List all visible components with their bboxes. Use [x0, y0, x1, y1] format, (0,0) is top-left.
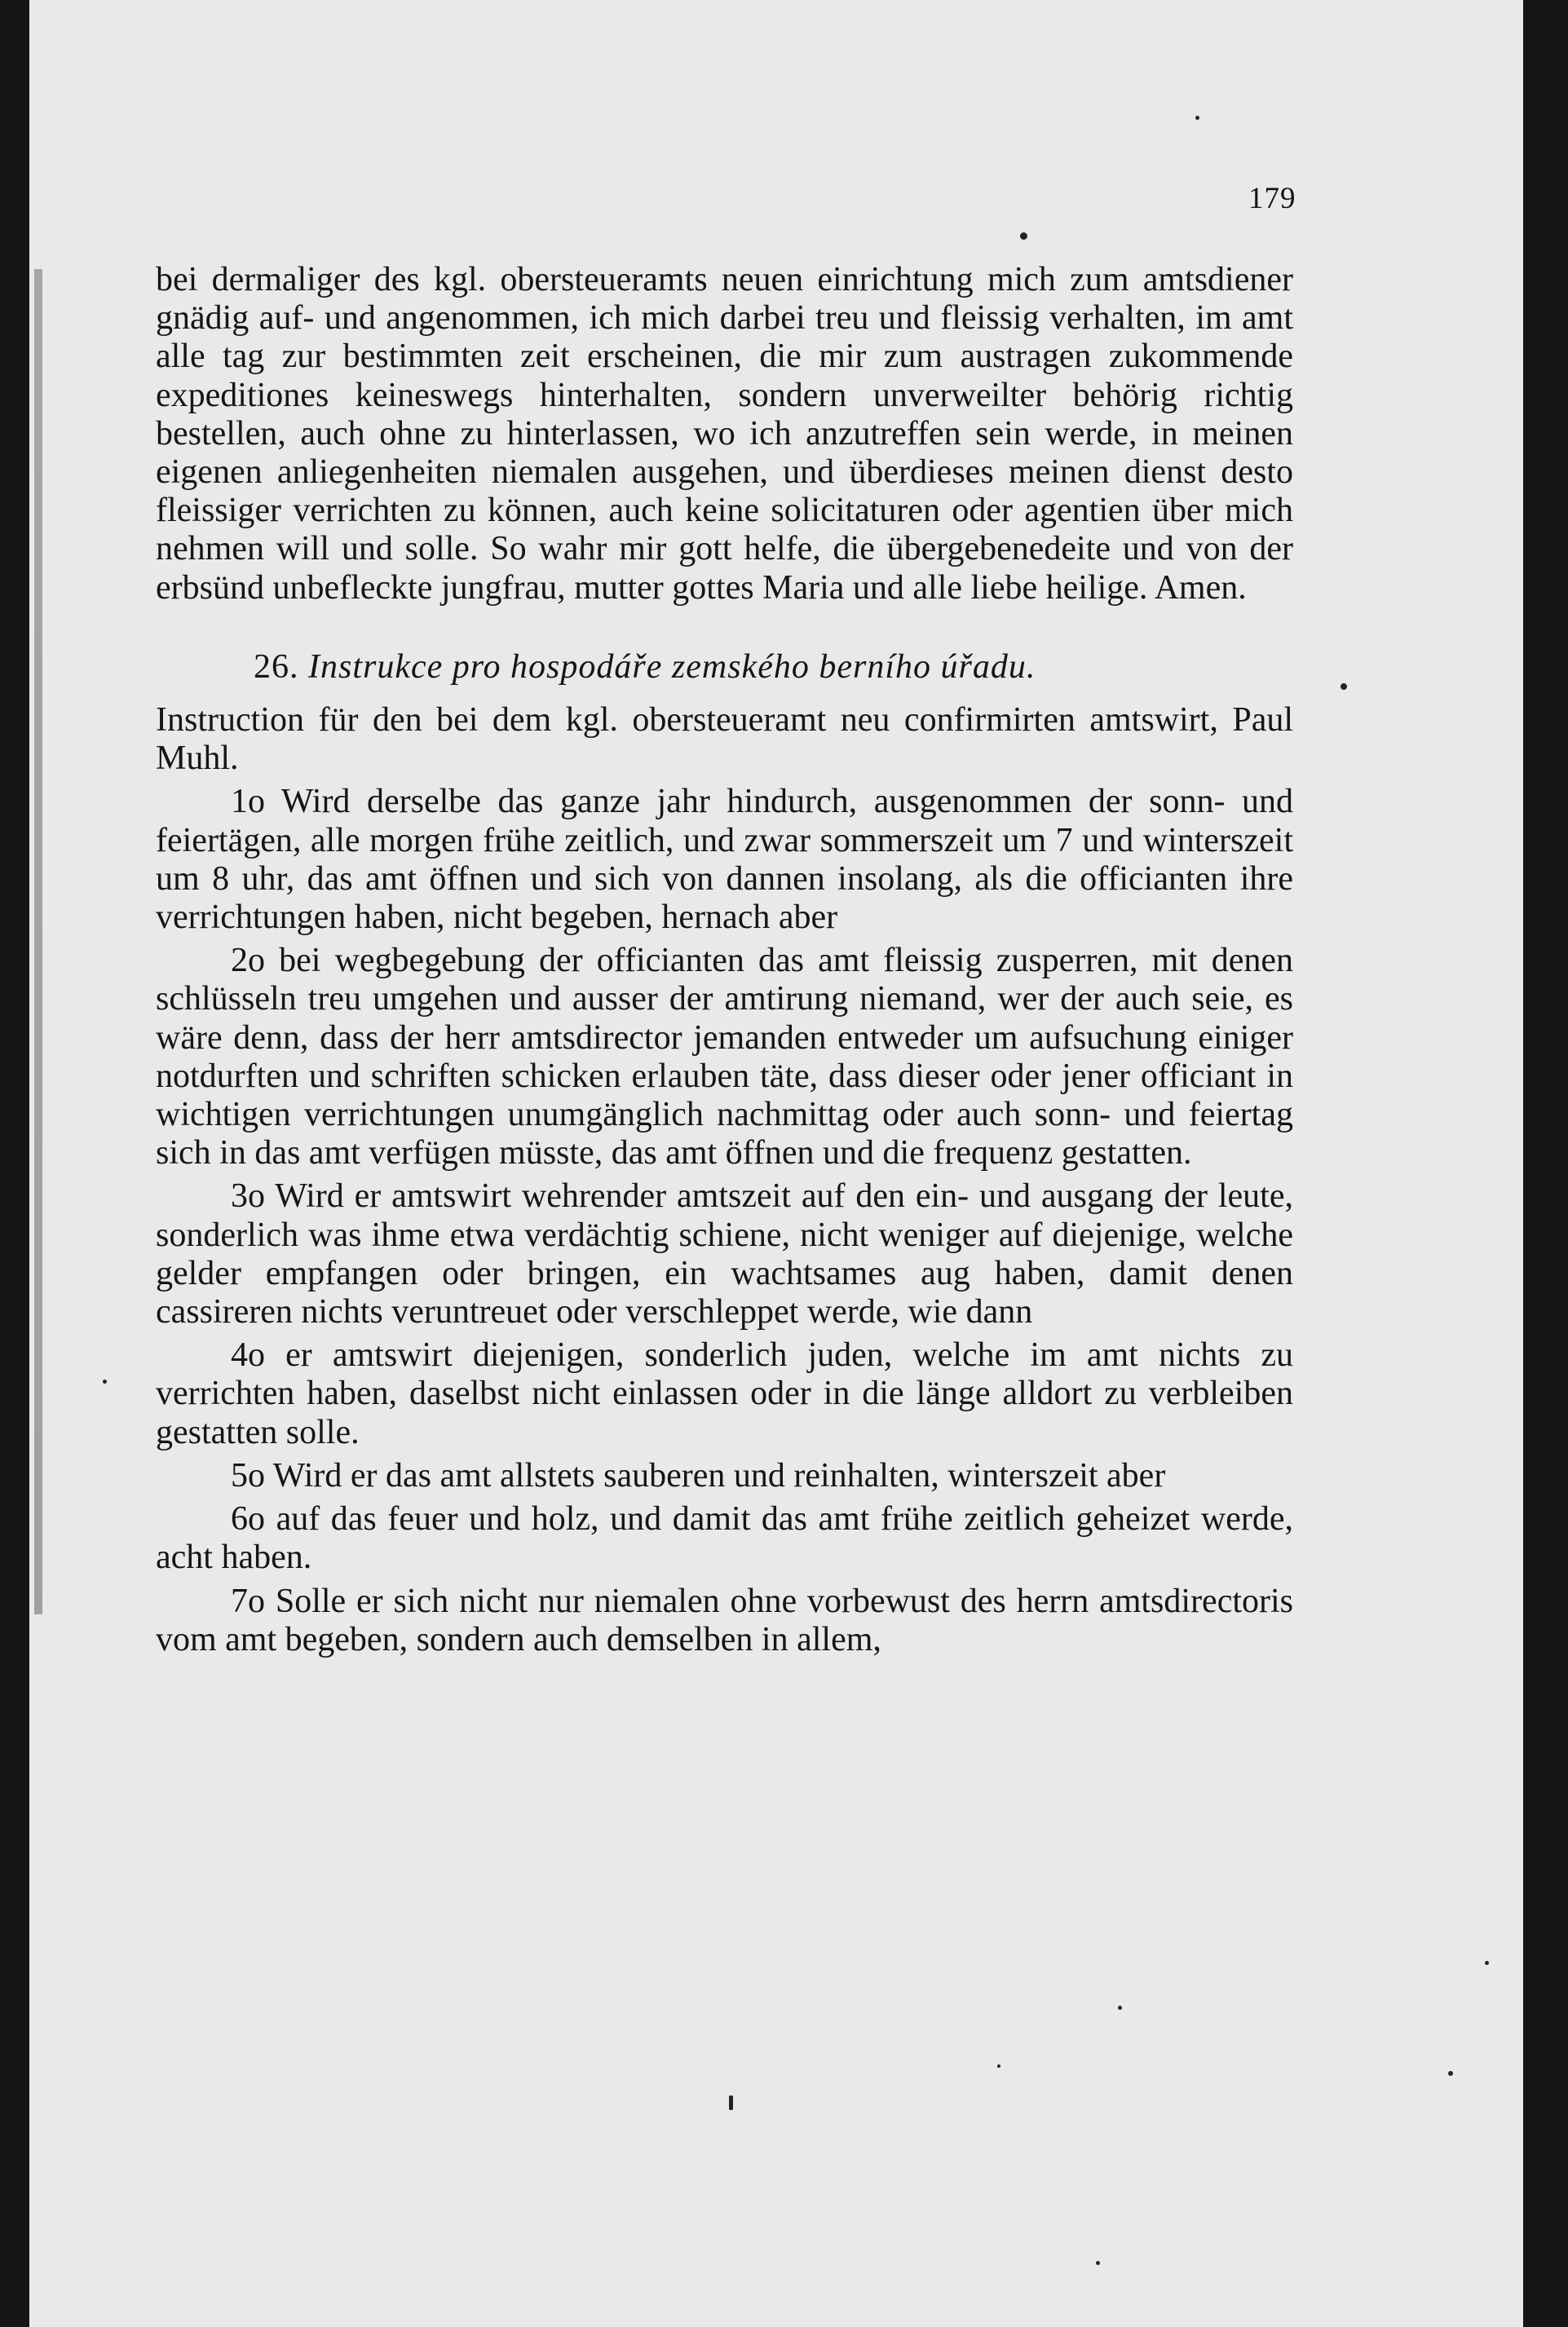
section-subtitle: Instruction für den bei dem kgl. obersteueramt neu confirmirten amtswirt, Paul Muhl.	[156, 701, 1293, 778]
dust-speck	[1341, 683, 1347, 690]
dust-speck	[1195, 116, 1199, 120]
paragraph-oath: bei dermaliger des kgl. obersteueramts neuen einrichtung mich zum amtsdiener gnädig auf- und angenommen, ich mich darbei treu und fleissig verhalten, im amt alle tag zur bestimmten zeit erscheinen, die mir zum austragen zukommende expeditiones keineswegs hinterhalten, sondern unverweilter behörig richtig bestellen, auch ohne zu hinterlassen, wo ich anzutreffen sein werde, in meinen eigenen anliegenheiten niemalen ausgehen, und überdieses meinen dienst desto fleissiger verrichten zu können, auch keine solicitaturen oder agentien über mich nehmen will und solle. So wahr mir gott helfe, die übergebenedeite und von der erbsünd unbefleckte jungfrau, mutter gottes Maria und alle liebe heilige. Amen.	[156, 261, 1293, 607]
item-text: Solle er sich nicht nur niemalen ohne vorbewust des herrn amtsdirectoris vom amt begeben, sondern auch demselben in allem,	[156, 1582, 1294, 1658]
list-item	[156, 1457, 1293, 1495]
list-item	[156, 1500, 1293, 1577]
item-number: 5o	[231, 1456, 265, 1495]
item-text: bei wegbegebung der officianten das amt fleissig zusperren, mit denen schlüsseln treu umgehen und ausser der amtirung niemand, wer der auch seie, es wäre denn, dass der herr amtsdirector jemanden entweder um aufsuchung einiger notdurften und schriften schicken erlauben täte, dass dieser oder jener officiant in wichtigen verrichtungen unumgänglich nachmittag oder auch sonn- und feiertag sich in das amt verfügen müsste, das amt öffnen und die frequenz gestatten.	[156, 942, 1293, 1172]
list-item	[156, 942, 1293, 1172]
item-text: Wird derselbe das ganze jahr hindurch, ausgenommen der sonn- und feiertägen, alle morgen frühe zeitlich, und zwar sommerszeit um 7 und winterszeit um 8 uhr, das amt öffnen und sich von dannen insolang, als die officianten ihre verrichtungen haben, nicht begeben, hernach aber	[156, 783, 1293, 937]
dust-speck	[1448, 2071, 1453, 2076]
list-item	[156, 1583, 1293, 1659]
item-number: 2o	[231, 942, 265, 980]
dust-speck	[1118, 2006, 1122, 2010]
section-title: Instrukce pro hospodáře zemského berního úřadu.	[308, 647, 1036, 686]
page-number: 179	[1248, 182, 1296, 215]
section-heading	[156, 648, 1293, 687]
dust-speck	[1485, 1961, 1489, 1965]
list-item	[156, 783, 1293, 937]
item-number: 1o	[231, 783, 265, 821]
item-text: Wird er amtswirt wehrender amtszeit auf den ein- und ausgang der leute, sonderlich was ihme etwa verdächtig schiene, nicht weniger auf diejenige, welche gelder empfangen oder bringen, ein wachtsames aug haben, damit denen cassireren nichts veruntreuet oder verschleppet werde, wie dann	[156, 1177, 1293, 1331]
item-number: 7o	[231, 1582, 265, 1620]
dust-speck	[729, 2095, 733, 2110]
binding-shadow	[34, 269, 42, 1614]
section-number: 26.	[254, 647, 299, 686]
item-number: 4o	[231, 1336, 265, 1375]
item-text: er amtswirt diejenigen, sonderlich juden, welche im amt nichts zu verrichten haben, daselbst nicht einlassen oder in die länge alldort zu verbleiben gestatten solle.	[156, 1336, 1294, 1451]
scanned-page	[29, 0, 1523, 2327]
item-number: 3o	[231, 1177, 265, 1216]
dust-speck	[103, 1380, 107, 1384]
body-text	[156, 261, 1293, 1659]
item-number: 6o	[231, 1500, 265, 1539]
list-item	[156, 1177, 1293, 1331]
dust-speck	[997, 2064, 1000, 2068]
dust-speck	[1020, 232, 1027, 240]
item-text: Wird er das amt allstets sauberen und reinhalten, winterszeit aber	[272, 1456, 1166, 1495]
dust-speck	[1096, 2261, 1100, 2265]
item-text: auf das feuer und holz, und damit das amt frühe zeitlich geheizet werde, acht haben.	[156, 1500, 1294, 1577]
list-item	[156, 1336, 1293, 1452]
